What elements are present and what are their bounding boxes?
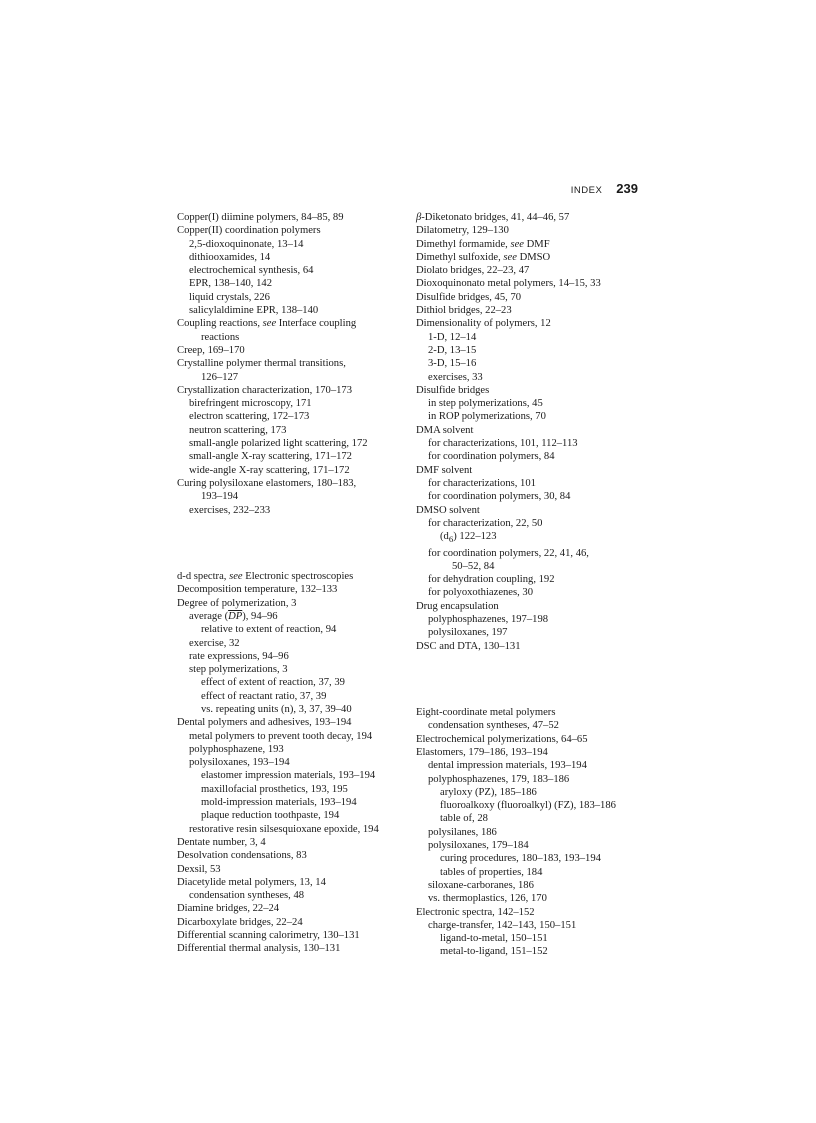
index-subentry: wide-angle X-ray scattering, 171–172 xyxy=(189,464,350,476)
section-gap xyxy=(416,653,648,680)
index-subentry: for coordination polymers, 84 xyxy=(428,451,555,463)
index-subentry: charge-transfer, 142–143, 150–151 xyxy=(428,919,577,931)
index-entry: Disulfide bridges, 45, 70 xyxy=(416,291,522,303)
index-entry: DSC and DTA, 130–131 xyxy=(416,640,521,652)
index-entry: Dilatometry, 129–130 xyxy=(416,225,509,237)
index-subentry: for characterization, 22, 50 xyxy=(428,517,543,529)
index-entry: β-Diketonato bridges, 41, 44–46, 57 xyxy=(416,212,570,223)
index-entry: Degree of polymerization, 3 xyxy=(177,597,297,609)
index-entry: Dicarboxylate bridges, 22–24 xyxy=(177,916,303,928)
page-number: 239 xyxy=(616,181,638,196)
index-subentry: polysiloxanes, 197 xyxy=(428,627,508,639)
index-entry: Crystallization characterization, 170–173 xyxy=(177,384,353,396)
index-entry: Dimethyl formamide, see DMF xyxy=(416,238,550,250)
index-column-left xyxy=(177,211,409,956)
index-entry: DMA solvent xyxy=(416,424,474,436)
index-subentry: reactions xyxy=(201,331,240,343)
index-subentry: vs. repeating units (n), 3, 37, 39–40 xyxy=(201,703,352,715)
index-subentry: plaque reduction toothpaste, 194 xyxy=(201,810,340,822)
index-subentry: electrochemical synthesis, 64 xyxy=(189,265,314,277)
index-subentry: birefringent microscopy, 171 xyxy=(189,398,312,410)
index-entry: Desolvation condensations, 83 xyxy=(177,850,307,862)
index-entry: Dexsil, 53 xyxy=(177,863,221,875)
index-subentry: for characterizations, 101 xyxy=(428,477,536,489)
index-subentry: average $(\overline{DP})$, 94–96 xyxy=(189,610,278,622)
index-subentry: for coordination polymers, 30, 84 xyxy=(428,491,571,503)
index-entry: Diamine bridges, 22–24 xyxy=(177,903,280,915)
index-entry: Curing polysiloxane elastomers, 180–183, xyxy=(177,477,357,489)
index-entry: Copper(I) diimine polymers, 84–85, 89 xyxy=(177,212,344,223)
index-subentry: polyphosphazene, 193 xyxy=(189,743,284,755)
index-subentry: EPR, 138–140, 142 xyxy=(189,278,272,290)
index-column-right xyxy=(416,211,648,959)
index-subentry: 2,5-dioxoquinonate, 13–14 xyxy=(189,238,304,250)
index-subentry: in step polymerizations, 45 xyxy=(428,398,543,410)
index-entry: Dimensionality of polymers, 12 xyxy=(416,318,551,330)
index-entry: Crystalline polymer thermal transitions, xyxy=(177,358,346,370)
index-subentry: tables of properties, 184 xyxy=(440,866,543,878)
index-subentry: siloxane-carboranes, 186 xyxy=(428,879,534,891)
index-subentry: in ROP polymerizations, 70 xyxy=(428,411,546,423)
index-entry: Diolato bridges, 22–23, 47 xyxy=(416,265,530,277)
index-subentry: 3-D, 15–16 xyxy=(428,358,477,370)
index-subentry: 50–52, 84 xyxy=(452,560,495,572)
index-subentry: maxillofacial prosthetics, 193, 195 xyxy=(201,783,348,795)
index-entry: Disulfide bridges xyxy=(416,384,490,396)
index-subentry: small-angle X-ray scattering, 171–172 xyxy=(189,451,352,463)
index-entry: d-d spectra, see Electronic spectroscopies xyxy=(177,571,354,583)
index-subentry: exercises, 232–233 xyxy=(189,504,271,516)
index-subentry: liquid crystals, 226 xyxy=(189,291,270,303)
section-gap xyxy=(177,517,409,544)
index-entry: Diacetylide metal polymers, 13, 14 xyxy=(177,876,326,888)
section-gap xyxy=(416,680,648,707)
index-subentry: ligand-to-metal, 150–151 xyxy=(440,933,548,945)
index-subentry: effect of extent of reaction, 37, 39 xyxy=(201,677,345,689)
index-subentry: step polymerizations, 3 xyxy=(189,664,288,676)
index-entry: Electrochemical polymerizations, 64–65 xyxy=(416,733,588,745)
index-subentry: dental impression materials, 193–194 xyxy=(428,760,587,772)
index-subentry: mold-impression materials, 193–194 xyxy=(201,797,357,809)
index-subentry: condensation syntheses, 48 xyxy=(189,890,305,902)
index-subentry: electron scattering, 172–173 xyxy=(189,411,310,423)
index-subentry: 2-D, 13–15 xyxy=(428,344,477,356)
index-subentry: small-angle polarized light scattering, 172 xyxy=(189,438,368,450)
index-subentry: condensation syntheses, 47–52 xyxy=(428,720,559,732)
index-entry: Electronic spectra, 142–152 xyxy=(416,906,535,918)
index-subentry: for dehydration coupling, 192 xyxy=(428,574,555,586)
index-subentry: effect of reactant ratio, 37, 39 xyxy=(201,690,327,702)
index-subentry: 1-D, 12–14 xyxy=(428,331,477,343)
index-subentry: salicylaldimine EPR, 138–140 xyxy=(189,305,319,317)
index-subentry: table of, 28 xyxy=(440,813,488,825)
index-entry: Elastomers, 179–186, 193–194 xyxy=(416,746,548,758)
index-entry: Creep, 169–170 xyxy=(177,344,245,356)
section-label: INDEX xyxy=(570,185,603,196)
index-subentry: polyphosphazenes, 197–198 xyxy=(428,614,549,626)
index-entry: Dithiol bridges, 22–23 xyxy=(416,305,512,317)
index-subentry: curing procedures, 180–183, 193–194 xyxy=(440,853,601,865)
index-entry: Decomposition temperature, 132–133 xyxy=(177,584,338,596)
index-entry: Dentate number, 3, 4 xyxy=(177,836,266,848)
index-subentry: vs. thermoplastics, 126, 170 xyxy=(428,893,547,905)
index-subentry: restorative resin silsesquioxane epoxide, 194 xyxy=(189,823,379,835)
index-subentry: dithiooxamides, 14 xyxy=(189,251,271,263)
index-subentry: polysiloxanes, 193–194 xyxy=(189,757,290,769)
index-subentry: $(d_6)$ 122–123 xyxy=(440,531,497,545)
index-subentry: fluoroalkoxy (fluoroalkyl) (FZ), 183–186 xyxy=(440,800,616,812)
index-entry: Differential thermal analysis, 130–131 xyxy=(177,943,341,955)
index-subentry: metal polymers to prevent tooth decay, 194 xyxy=(189,730,373,742)
index-subentry: for polyoxothiazenes, 30 xyxy=(428,587,534,599)
index-subentry: aryloxy (PZ), 185–186 xyxy=(440,786,537,798)
index-subentry: 193–194 xyxy=(201,491,239,503)
index-entry: Drug encapsulation xyxy=(416,600,499,612)
index-subentry: exercise, 32 xyxy=(189,637,240,649)
section-gap xyxy=(177,543,409,570)
index-entry: Coupling reactions, see Interface coupling xyxy=(177,318,357,330)
index-entry: Dimethyl sulfoxide, see DMSO xyxy=(416,251,551,263)
index-subentry: elastomer impression materials, 193–194 xyxy=(201,770,376,782)
index-entry: Copper(II) coordination polymers xyxy=(177,225,321,237)
index-subentry: for coordination polymers, 22, 41, 46, xyxy=(428,547,589,559)
index-entry: Differential scanning calorimetry, 130–131 xyxy=(177,930,360,942)
index-subentry: polyphosphazenes, 179, 183–186 xyxy=(428,773,570,785)
running-header xyxy=(571,181,638,196)
index-subentry: for characterizations, 101, 112–113 xyxy=(428,438,578,450)
index-entry: Dioxoquinonato metal polymers, 14–15, 33 xyxy=(416,278,601,290)
index-subentry: relative to extent of reaction, 94 xyxy=(201,624,337,636)
index-entry: Eight-coordinate metal polymers xyxy=(416,707,556,719)
index-subentry: polysiloxanes, 179–184 xyxy=(428,840,529,852)
index-subentry: metal-to-ligand, 151–152 xyxy=(440,946,548,958)
index-subentry: rate expressions, 94–96 xyxy=(189,650,289,662)
index-subentry: polysilanes, 186 xyxy=(428,826,497,838)
index-subentry: neutron scattering, 173 xyxy=(189,424,287,436)
index-subentry: exercises, 33 xyxy=(428,371,483,383)
index-subentry: 126–127 xyxy=(201,371,239,383)
index-entry: Dental polymers and adhesives, 193–194 xyxy=(177,717,352,729)
index-entry: DMSO solvent xyxy=(416,504,480,516)
index-entry: DMF solvent xyxy=(416,464,473,476)
